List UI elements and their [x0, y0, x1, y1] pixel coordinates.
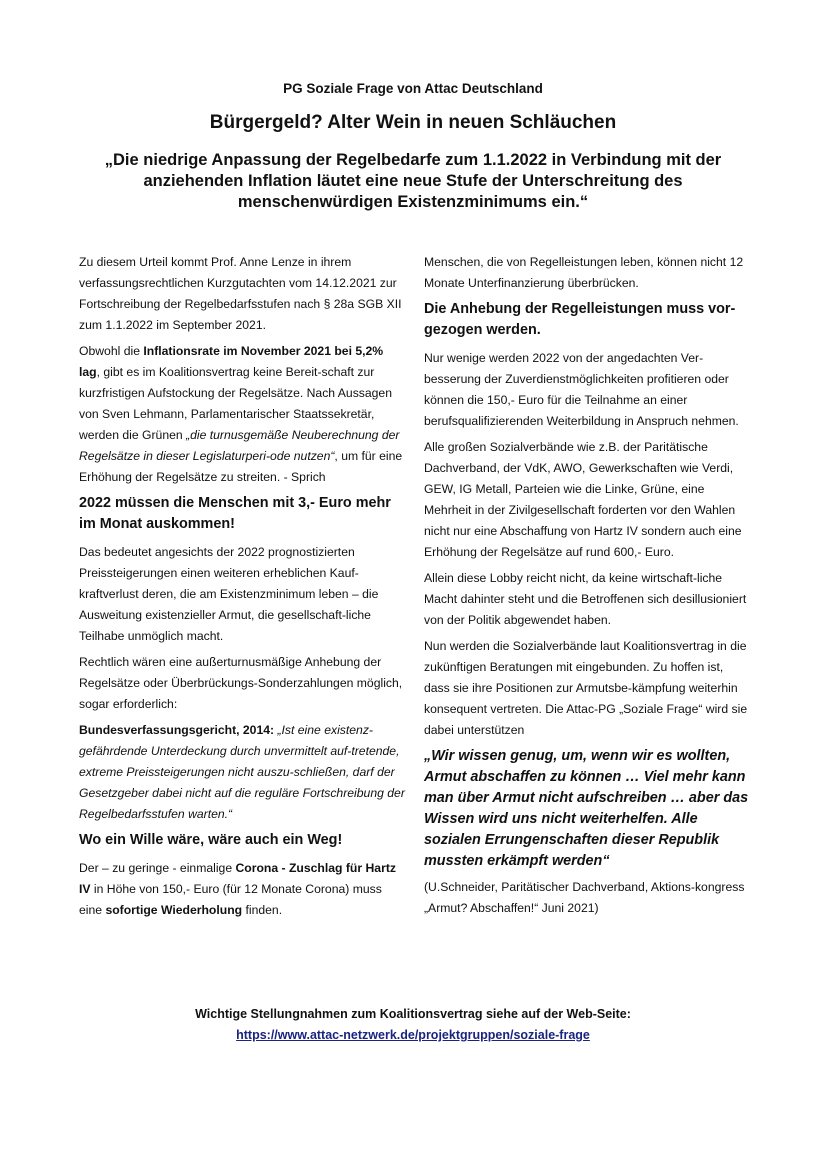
court-name: Bundesverfassungsgericht, 2014: — [79, 723, 275, 737]
footer-text: Wichtige Stellungnahmen zum Koalitionsvertrag siehe auf der Web-Seite: — [195, 1007, 631, 1021]
associations-paragraph: Alle großen Sozialverbände wie z.B. der Paritätische Dachverband, der VdK, AWO, Gewerkschaften wie Verdi, GEW, IG Metall, Parteien wie die Linke, Grüne, eine Mehrheit in der Zivilgesellschaft forderten vor den Wahlen nicht nur eine Abschaffung von Hartz IV sondern auch eine Erhöhung der Regelsätze auf rund 600,- Euro. — [424, 440, 742, 559]
text-run: Der – zu geringe - einmalige — [79, 861, 236, 875]
right-column — [424, 252, 750, 924]
underfunding-paragraph: Menschen, die von Regelleistungen leben, können nicht 12 Monate Unterfinanzierung überbrücken. — [424, 255, 744, 290]
left-column — [79, 252, 407, 926]
inflation-paragraph — [79, 341, 407, 488]
intro-paragraph: Zu diesem Urteil kommt Prof. Anne Lenze in ihrem verfassungsrechtlichen Kurzgutachten vom 14.12.2021 zur Fortschreibung der Regelbedarfsstufen nach § 28a SGB XII zum 1.1.2022 im September 2021. — [79, 255, 402, 332]
organization-header: PG Soziale Frage von Attac Deutschland — [283, 81, 543, 96]
corona-paragraph — [79, 858, 407, 921]
court-quote-paragraph — [79, 720, 407, 825]
lobby-paragraph: Allein diese Lobby reicht nicht, da keine wirtschaft-liche Macht dahinter steht und die Betroffenen sich desillusioniert von der Politik abgewendet haben. — [424, 571, 747, 627]
purchasing-power-paragraph: Das bedeutet angesichts der 2022 prognostizierten Preissteigerungen einen weiteren erheblichen Kauf-kraftverlust deren, die am Existenzminimum leben – die Ausweitung existenzieller Armut, die gesellschaft-liche Teilhabe unmöglich macht. — [79, 545, 379, 643]
text-run: in Höhe von 150,- Euro (für 12 Monate Corona) muss eine — [79, 882, 382, 917]
coalition-paragraph: Nun werden die Sozialverbände laut Koalitionsvertrag in die zukünftigen Beratungen mit eingebunden. Zu hoffen ist, dass sie ihre Positionen zur Armutsbe-kämpfung weiterhin konsequent vertreten. Die Attac-PG „Soziale Frage“ wird sie dabei unterstützen — [424, 639, 748, 737]
inflation-highlight: Inflationsrate im November 2021 bei 5,2% lag — [79, 344, 384, 379]
legal-paragraph: Rechtlich wären eine außerturnusmäßige Anhebung der Regelsätze oder Überbrückungs-Sonderzahlungen möglich, sogar erforderlich: — [79, 655, 403, 711]
greens-quote: „die turnusgemäße Neuberechnung der Regelsätze in dieser Legislaturperi-ode nutzen“ — [79, 428, 400, 463]
repeat-highlight: sofortige Wiederholung — [105, 903, 243, 917]
text-run: , gibt es im Koalitionsvertrag keine Bereit-schaft zur kurzfristigen Aufstockung der Regelsätze. Nach Aussagen von Sven Lehmann, Parlamentarischer Staatssekretär, werden die Grünen — [79, 365, 392, 442]
quote-citation: (U.Schneider, Paritätischer Dachverband, Aktions-kongress „Armut? Abschaffen!“ Juni 2021) — [424, 880, 745, 915]
page-title: Bürgergeld? Alter Wein in neuen Schläuchen — [209, 112, 617, 133]
section-heading-anhebung: Die Anhebung der Regelleistungen muss vor-gezogen werden. — [424, 301, 736, 338]
text-run: , um für eine Erhöhung der Regelsätze zu streiten. - Sprich — [79, 449, 403, 484]
section-heading-wille-weg: Wo ein Wille wäre, wäre auch ein Weg! — [79, 832, 343, 848]
section-heading-3-euro: 2022 müssen die Menschen mit 3,- Euro mehr im Monat auskommen! — [79, 495, 391, 532]
text-run: finden. — [242, 903, 283, 917]
corona-highlight: Corona - Zuschlag für Hartz IV — [79, 861, 396, 896]
text-run: Obwohl die — [79, 344, 144, 358]
schneider-quote: „Wir wissen genug, um, wenn wir es wollten, Armut abschaffen zu können … Viel mehr kann man über Armut nicht aufschreiben … aber das Wissen wird uns nicht weiterhelfen. Alle sozialen Errungenschaften dieser Republik mussten erkämpft werden“ — [424, 748, 749, 869]
improvement-paragraph: Nur wenige werden 2022 von der angedachten Ver-besserung der Zuverdienstmöglichkeiten profitieren oder können die 150,- Euro für die Teilnahme an einer berufsqualifizierenden Weiterbildung in Anspruch nehmen. — [424, 351, 739, 428]
court-quote: „Ist eine existenz-gefährdende Unterdeckung durch unvermittelt auf-tretende, extreme Preissteigerungen nicht auszu-schließen, darf der Gesetzgeber dabei nicht auf die reguläre Fortschreibung der Regelbedarfsstufen warten.“ — [79, 723, 405, 821]
page-subtitle-quote: „Die niedrige Anpassung der Regelbedarfe zum 1.1.2022 in Verbindung mit der anziehenden Inflation läutet eine neue Stufe der Unterschreitung des menschenwürdigen Existenzminimums ein.“ — [104, 151, 722, 211]
website-link[interactable]: https://www.attac-netzwerk.de/projektgruppen/soziale-frage — [236, 1028, 590, 1042]
footer — [0, 1004, 826, 1046]
